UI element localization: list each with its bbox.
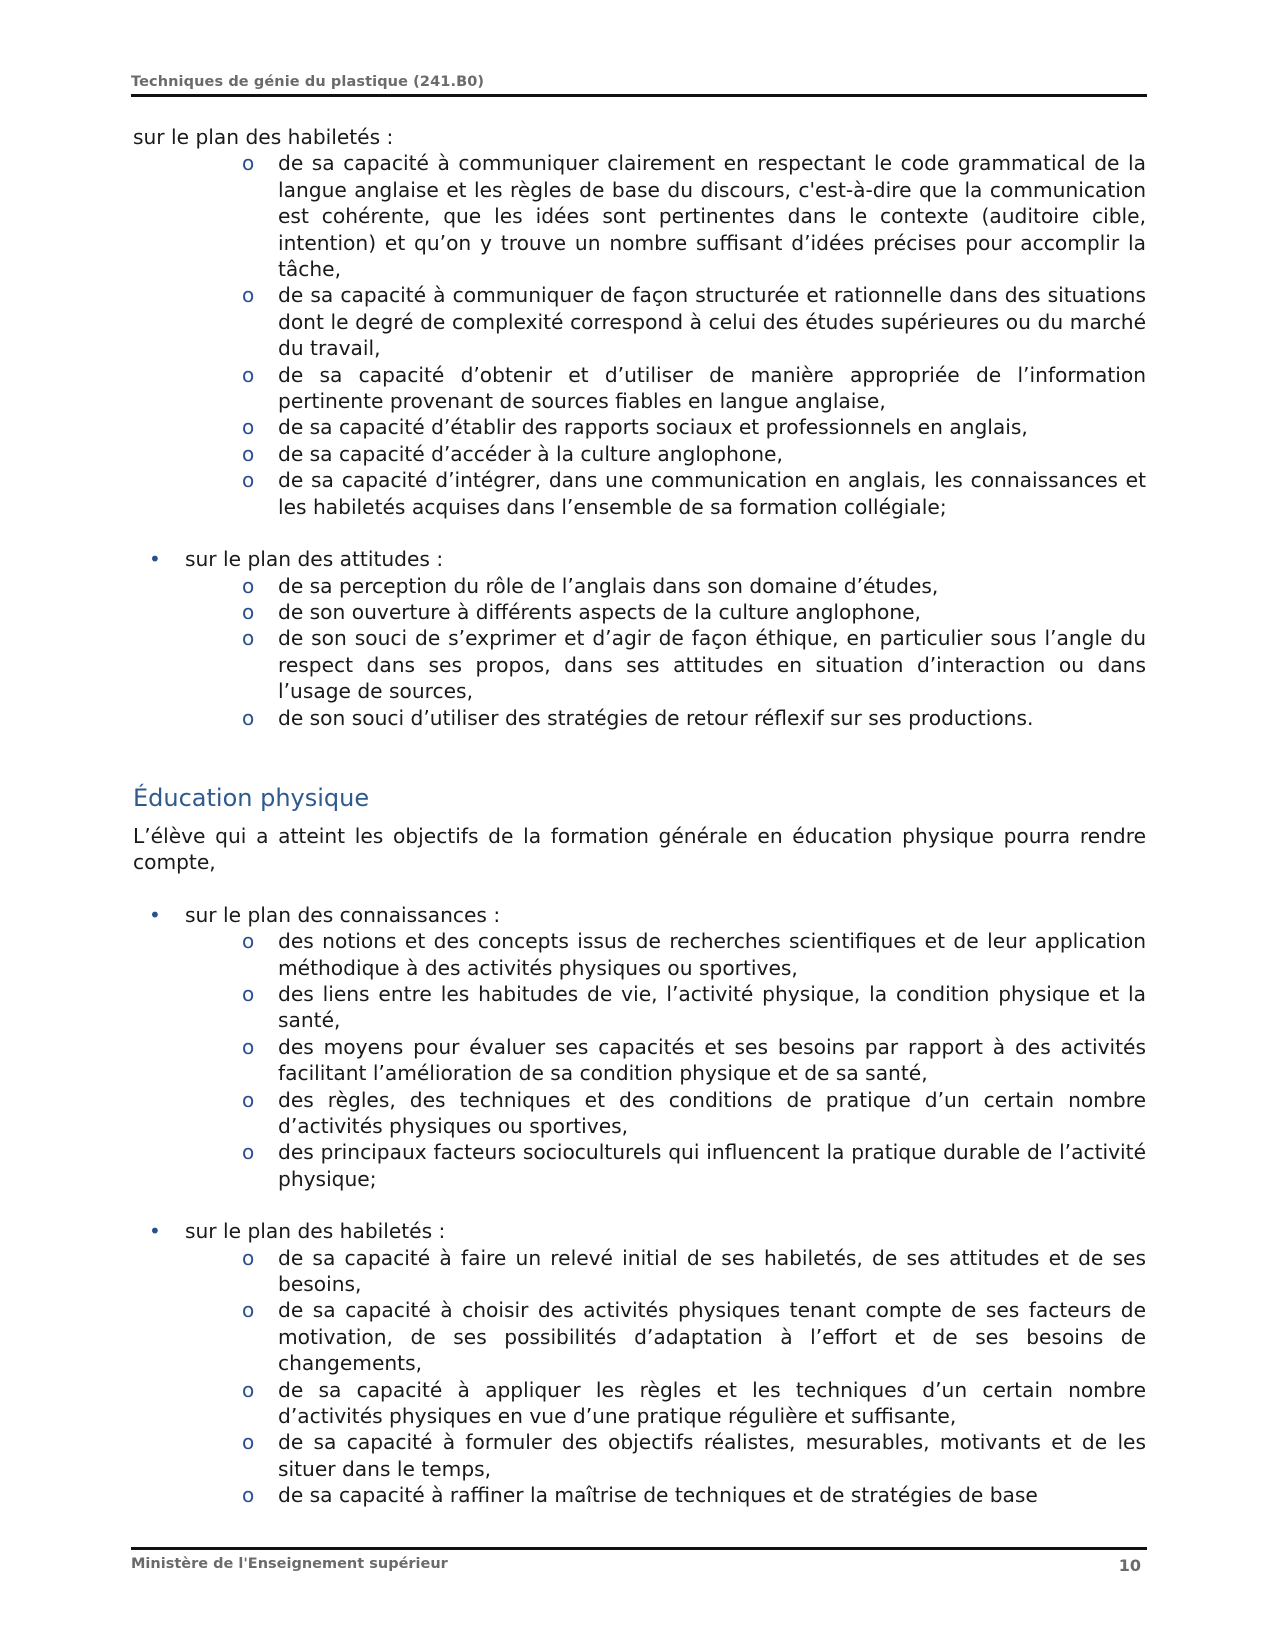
list-item: o de sa capacité à communiquer clairement en respectant le code grammatical de la langue anglaise et les règles de base du discours, c'est-à-dire que la communication est cohérente, que les idées sont pertinentes dans le contexte (auditoire cible, intention) et qu’on y trouve un nombre suffisant d’idées précises pour accomplir la tâche, — [242, 151, 1146, 282]
list-item: o de sa capacité à formuler des objectifs réalistes, mesurables, motivants et de les situer dans le temps, — [242, 1430, 1146, 1481]
document-title: Techniques de génie du plastique (241.B0) — [131, 74, 485, 90]
list-item: o des liens entre les habitudes de vie, l’activité physique, la condition physique et la santé, — [242, 981, 1146, 1033]
list-item: o des règles, des techniques et des conditions de pratique d’un certain nombre d’activités physiques ou sportives, — [242, 1087, 1146, 1138]
bullet-icon: • — [149, 902, 161, 927]
sub-bullet-icon: o — [242, 1140, 255, 1165]
sub-bullet-icon: o — [242, 1034, 255, 1059]
list-item: o de sa capacité d’établir des rapports sociaux et professionnels en anglais, — [242, 415, 1028, 440]
connaissances-list — [133, 928, 1146, 1192]
list-item: o de sa capacité d’obtenir et d’utiliser de manière appropriée de l’information pertinente provenant de sources fiables en langue anglaise, — [242, 362, 1146, 414]
connaissances-block — [133, 902, 1146, 928]
sub-bullet-icon: o — [242, 441, 255, 466]
habiletes-label-education: sur le plan des habiletés : — [185, 1219, 446, 1244]
sub-bullet-icon: o — [242, 1430, 255, 1455]
attitudes-block — [133, 546, 1146, 572]
list-item: o de sa perception du rôle de l’anglais dans son domaine d’études, — [242, 573, 939, 598]
sub-bullet-icon: o — [242, 705, 255, 730]
sub-bullet-icon: o — [242, 151, 255, 176]
sub-bullet-icon: o — [242, 1245, 255, 1270]
list-item: o de sa capacité à communiquer de façon structurée et rationnelle dans des situations dont le degré de complexité correspond à celui des études supérieures ou du marché du travail, — [242, 283, 1146, 361]
sub-bullet-icon: o — [242, 573, 255, 598]
page-footer — [131, 1547, 1147, 1575]
habiletes-block-education — [133, 1218, 1146, 1244]
list-item: o de son souci de s’exprimer et d’agir de façon éthique, en particulier sous l’angle du respect dans ses propos, dans ses attitudes en situation d’interaction ou dans l’usage de sources, — [242, 626, 1146, 704]
sub-bullet-icon: o — [242, 599, 255, 624]
list-item: o de son souci d’utiliser des stratégies de retour réflexif sur ses productions. — [242, 705, 1034, 730]
list-item: o des principaux facteurs socioculturels qui influencent la pratique durable de l’activité physique; — [242, 1140, 1146, 1191]
habiletes-list-anglais — [133, 150, 1146, 520]
list-item: o de sa capacité d’accéder à la culture anglophone, — [242, 441, 783, 466]
section-intro: L’élève qui a atteint les objectifs de la formation générale en éducation physique pourra rendre compte, — [133, 823, 1146, 875]
list-item: o des moyens pour évaluer ses capacités et ses besoins par rapport à des activités facilitant l’amélioration de sa condition physique et de sa santé, — [242, 1034, 1146, 1086]
list-item: o de sa capacité à choisir des activités physiques tenant compte de ses facteurs de motivation, de ses possibilités d’adaptation à l’effort et de ses besoins de changements, — [242, 1298, 1146, 1376]
sub-bullet-icon: o — [242, 1377, 255, 1402]
sub-bullet-icon: o — [242, 362, 255, 387]
habiletes-list-education — [133, 1245, 1146, 1509]
sub-bullet-icon: o — [242, 929, 255, 954]
habiletes-label-anglais: sur le plan des habiletés : — [133, 125, 394, 149]
connaissances-label: sur le plan des connaissances : — [185, 902, 501, 927]
page-content — [133, 124, 1146, 1509]
list-item: o de sa capacité d’intégrer, dans une communication en anglais, les connaissances et les habiletés acquises dans l’ensemble de sa formation collégiale; — [242, 468, 1146, 519]
attitudes-label: sur le plan des attitudes : — [185, 547, 444, 572]
list-item: o de son ouverture à différents aspects de la culture anglophone, — [242, 599, 921, 624]
list-item: o de sa capacité à faire un relevé initial de ses habiletés, de ses attitudes et de ses besoins, — [242, 1245, 1146, 1297]
page-number: 10 — [1118, 1556, 1141, 1575]
list-item: o des notions et des concepts issus de recherches scientifiques et de leur application méthodique à des activités physiques ou sportives, — [242, 929, 1146, 980]
sub-bullet-icon: o — [242, 981, 255, 1006]
footer-ministry: Ministère de l'Enseignement supérieur — [131, 1556, 448, 1572]
bullet-icon: • — [149, 1219, 161, 1244]
page-header — [131, 74, 1147, 97]
sub-bullet-icon: o — [242, 1298, 255, 1323]
sub-bullet-icon: o — [242, 415, 255, 440]
bullet-icon: • — [149, 547, 161, 572]
list-item: o de sa capacité à raffiner la maîtrise de techniques et de stratégies de base — [242, 1483, 1038, 1508]
sub-bullet-icon: o — [242, 1087, 255, 1112]
attitudes-list — [133, 573, 1146, 731]
list-item: o de sa capacité à appliquer les règles et les techniques d’un certain nombre d’activités physiques en vue d’une pratique régulière et suffisante, — [242, 1377, 1146, 1429]
sub-bullet-icon: o — [242, 468, 255, 493]
sub-bullet-icon: o — [242, 283, 255, 308]
section-title: Éducation physique — [133, 783, 370, 812]
sub-bullet-icon: o — [242, 1483, 255, 1508]
sub-bullet-icon: o — [242, 626, 255, 651]
